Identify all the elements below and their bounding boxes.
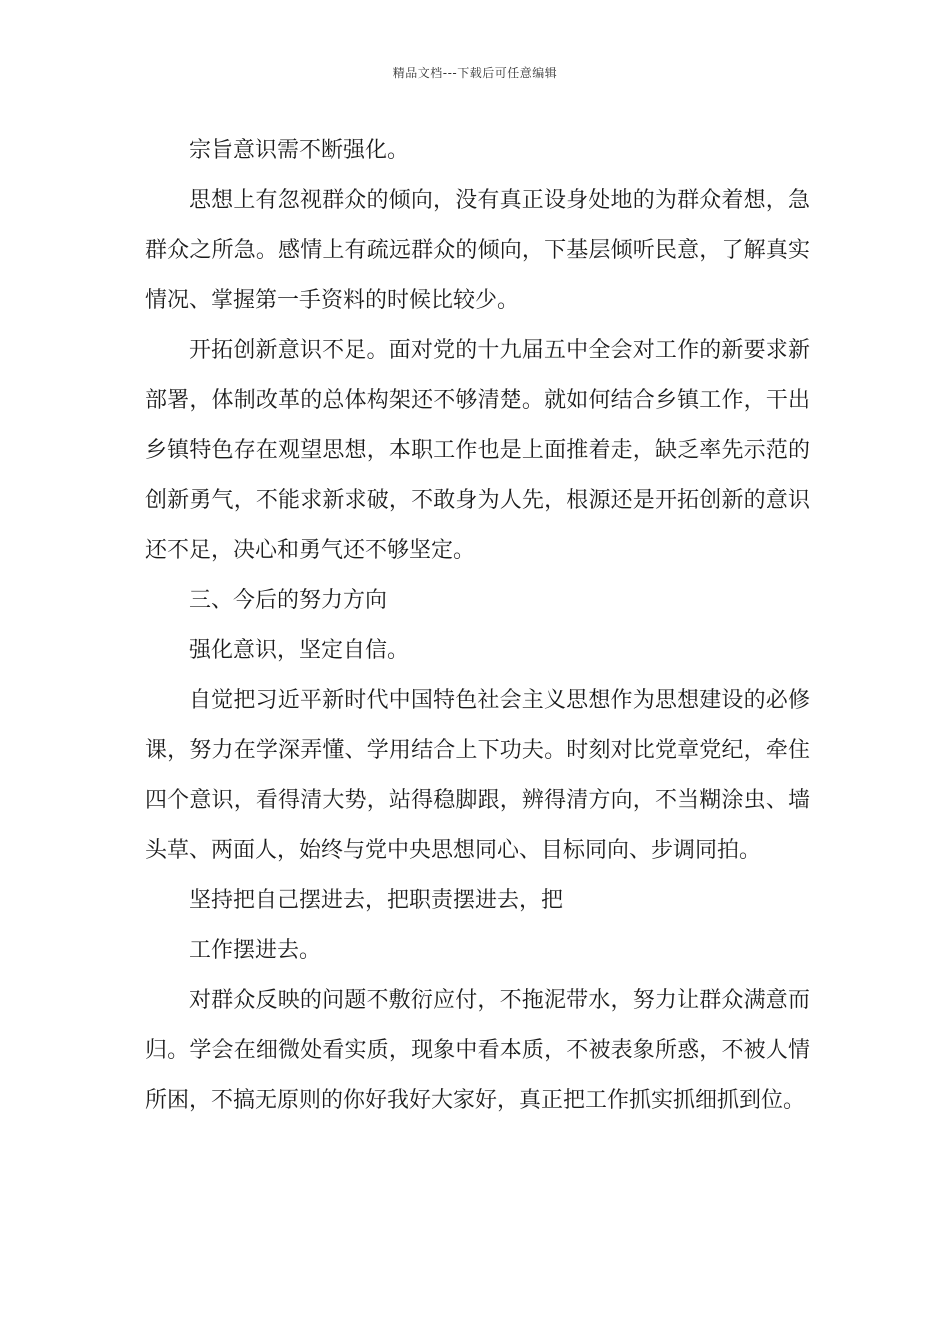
subheading-strengthen-awareness: 强化意识，坚定自信。 [189, 638, 410, 663]
paragraph-serve-masses: 对群众反映的问题不敷衍应付，不拖泥带水，努力让群众满意而归。学会在细微处看实质，现象中看本质，不被表象所惑，不被人情所困，不搞无原则的你好我好大家好，真正把工作抓实抓细抓到位。 [145, 988, 810, 1113]
paragraph-ideology-study: 自觉把习近平新时代中国特色社会主义思想作为思想建设的必修课，努力在学深弄懂、学用结合上下功夫。时刻对比党章党纪，牵住四个意识，看得清大势，站得稳脚跟，辨得清方向，不当糊涂虫、墙头草、两面人，始终与党中央思想同心、目标同向、步调同拍。 [145, 688, 810, 863]
paragraph-innovation: 开拓创新意识不足。面对党的十九届五中全会对工作的新要求新部署，体制改革的总体构架还不够清楚。就如何结合乡镇工作，干出乡镇特色存在观望思想，本职工作也是上面推着走，缺乏率先示范的创新勇气，不能求新求破，不敢身为人先，根源还是开拓创新的意识还不足，决心和勇气还不够坚定。 [145, 338, 810, 563]
page-header: 精品文档---下载后可任意编辑 [392, 66, 558, 80]
subheading-work-involvement: 工作摆进去。 [189, 938, 322, 963]
section-heading-future-direction: 三、今后的努力方向 [189, 588, 388, 613]
document-body [145, 126, 810, 1126]
paragraph-mass-line: 思想上有忽视群众的倾向，没有真正设身处地的为群众着想，急群众之所急。感情上有疏远群众的倾向，下基层倾听民意，了解真实情况、掌握第一手资料的时候比较少。 [145, 188, 810, 313]
subheading-self-involvement: 坚持把自己摆进去，把职责摆进去，把 [189, 888, 564, 913]
paragraph-purpose-awareness: 宗旨意识需不断强化。 [189, 138, 410, 163]
